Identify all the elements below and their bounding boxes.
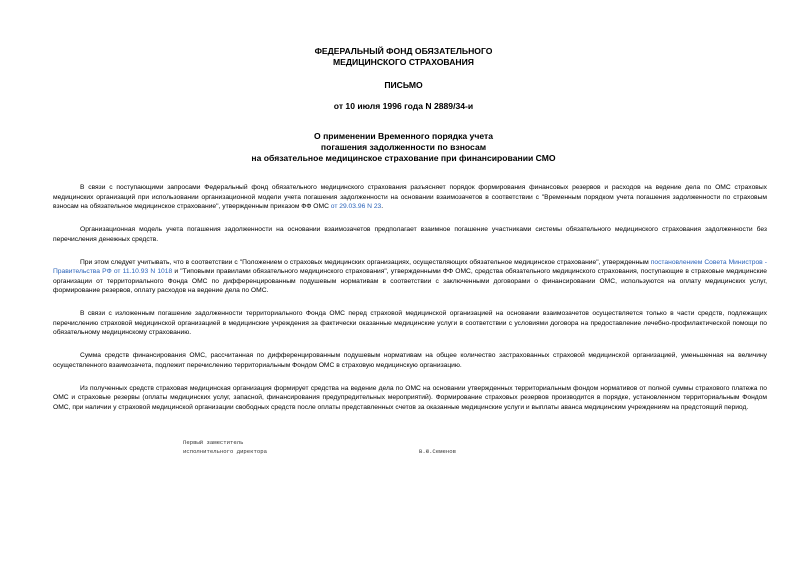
paragraph-3-text-a: При этом следует учитывать, что в соответствии с "Положением о страховых медицинских организациях, осуществляющих обязательное медицинское страхование", утвержденным xyxy=(80,258,651,266)
order-23-link[interactable]: от 29.03.96 N 23 xyxy=(330,203,382,211)
document-type: ПИСЬМО xyxy=(384,80,423,90)
issuing-organization xyxy=(0,46,807,68)
subject-line-2: погашения задолженности по взносам xyxy=(320,142,487,152)
paragraph-3 xyxy=(53,258,767,296)
signature-name: В.Ю.Семенов xyxy=(419,448,456,455)
document-date-number: от 10 июля 1996 года N 2889/34-и xyxy=(333,101,474,111)
org-line-1: ФЕДЕРАЛЬНЫЙ ФОНД ОБЯЗАТЕЛЬНОГО xyxy=(314,46,493,56)
paragraph-3-text-b: и "Типовыми правилами обязательного медицинского страхования", утвержденными ФФ ОМС, средства обязательного медицинского страхования, поступающие в страховые медицинские организации от территориального Фонда ОМС по дифференцированным подушевым нормативам в соответствии с заключенными договорами о финансировании ОМС, используются на оплату медицинских услуг, формирование резервов, оплату расходов на ведение дела по ОМС. xyxy=(53,268,767,295)
subject-line-1: О применении Временного порядка учета xyxy=(314,131,493,141)
subject-line-3: на обязательное медицинское страхование при финансировании СМО xyxy=(251,153,556,163)
signature-position-line-1: Первый заместитель xyxy=(183,439,244,446)
paragraph-5: Сумма средств финансирования ОМС, рассчитанная по дифференцированным подушевым нормативам на общее количество застрахованных страховой медицинской организацией, уменьшенная на величину осуществленного взаимозачета, подлежит перечислению территориальным Фондом ОМС в страховую медицинскую организацию. xyxy=(53,352,767,369)
paragraph-6: Из полученных средств страховая медицинская организация формирует средства на ведение дела по ОМС на основании утвержденных территориальным фондом нормативов от полной суммы страхового платежа по ОМС и страховые резервы (оплаты медицинских услуг, запасной, финансирования предупредительных мероприятий). Формирование страховых резервов производится в порядке, установленном территориальным Фондом ОМС, при наличии у страховой медицинской организации свободных средств после оплаты представленных счетов за оказанные медицинские услуги и выплаты аванса медицинским учреждениям на предстоящий период. xyxy=(53,384,767,411)
org-line-2: МЕДИЦИНСКОГО СТРАХОВАНИЯ xyxy=(333,57,474,67)
signature-position-line-2: исполнительного директора xyxy=(183,447,267,455)
resolution-1018-link[interactable]: постановлением Совета Министров - Правительства РФ от 11.10.93 N 1018 xyxy=(53,258,767,276)
paragraph-4: В связи с изложенным погашение задолженности территориального Фонда ОМС перед страховой медицинской организацией на основании взаимозачетов осуществляется только в части средств, подлежащих перечислению страховой медицинской организацией в медицинские учреждения за фактически оказанные медицинские услуги в соответствии с условиями договора на предоставление лечебно-профилактической помощи по обязательному медицинскому страхованию. xyxy=(53,310,767,337)
paragraph-2: Организационная модель учета погашения задолженности на основании взаимозачетов предполагает взаимное погашение участниками системы обязательного медицинского страхования задолженности без перечисления денежных средств. xyxy=(53,226,767,243)
document-body xyxy=(53,183,767,426)
paragraph-1 xyxy=(53,183,767,212)
paragraph-1-end: . xyxy=(381,203,384,211)
paragraph-1-text: В связи с поступающими запросами Федеральный фонд обязательного медицинского страхования разъясняет порядок формирования финансовых резервов и расходов на ведение дела по ОМС страховых медицинских организаций при использовании организационной модели учета погашения задолженности на основании взаимозачетов в соответствии с "Временным порядком учета погашения задолженности по страховым взносам на обязательное медицинское страхование", утвержденным приказом ФФ ОМС xyxy=(53,184,767,211)
signature-position xyxy=(183,439,267,457)
document-subject xyxy=(0,131,807,164)
